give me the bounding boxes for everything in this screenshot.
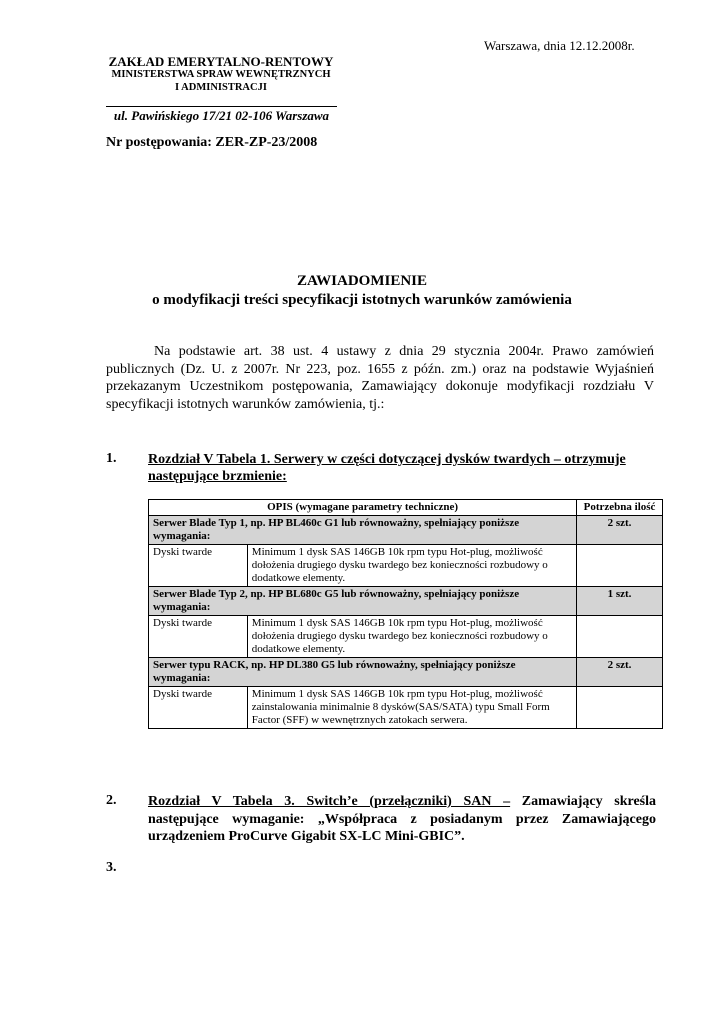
- table-row: [149, 616, 663, 658]
- document-date: Warszawa, dnia 12.12.2008r.: [484, 38, 635, 53]
- organization-block: [96, 55, 346, 94]
- table-row: [149, 545, 663, 587]
- param-value: Minimum 1 dysk SAS 146GB 10k rpm typu Hot-plug, możliwość dołożenia drugiego dysku twardego bez konieczności rozbudowy o dodatkowe elementy.: [247, 545, 576, 587]
- table-row: [149, 687, 663, 729]
- param-name: Dyski twarde: [149, 687, 248, 729]
- table-group-row: [149, 658, 663, 687]
- procedure-number: Nr postępowania: ZER-ZP-23/2008: [106, 135, 318, 150]
- table-header-row: [149, 500, 663, 516]
- org-administration: I ADMINISTRACJI: [175, 82, 267, 93]
- param-name: Dyski twarde: [149, 616, 248, 658]
- group-title: Serwer Blade Typ 1, np. HP BL460c G1 lub równoważny, spełniający poniższe wymagania:: [149, 516, 577, 545]
- point-2-body: Zamawiający skreśla następujące wymaganie: „Współpraca z posiadanym przez Zamawiającego urządzeniem ProCurve Gigabit SX-LC Mini-GBIC”.: [148, 794, 657, 844]
- point-2-text: [148, 793, 656, 846]
- table-group-row: [149, 587, 663, 616]
- document-title: ZAWIADOMIENIE: [296, 273, 428, 289]
- org-name: ZAKŁAD EMERYTALNO-RENTOWY: [108, 54, 334, 69]
- point-2-number: 2.: [106, 793, 117, 808]
- empty-cell: [577, 545, 663, 587]
- intro-paragraph: [106, 343, 654, 413]
- table-group-row: [149, 516, 663, 545]
- point-1-number: 1.: [106, 451, 117, 466]
- empty-cell: [577, 687, 663, 729]
- header-description: OPIS (wymagane parametry techniczne): [149, 500, 577, 516]
- intro-text: Na podstawie art. 38 ust. 4 ustawy z dnia 29 stycznia 2004r. Prawo zamówień publicznych (Dz. U. z 2007r. Nr 223, poz. 1655 z późn. zm.) oraz na podstawie Wyjaśnień przekazanym Uczestnikom postępowania, Zamawiający dokonuje modyfikacji rozdziału V specyfikacji istotnych warunków zamówienia, tj.:: [106, 344, 654, 412]
- empty-cell: [577, 616, 663, 658]
- org-ministry: MINISTERSTWA SPRAW WEWNĘTRZNYCH: [111, 69, 331, 80]
- point-1-text: Rozdział V Tabela 1. Serwery w części dotyczącej dysków twardych – otrzymuje następujące brzmienie:: [148, 452, 626, 484]
- point-3-number: 3.: [106, 860, 117, 875]
- document-subtitle: o modyfikacji treści specyfikacji istotnych warunków zamówienia: [152, 292, 572, 308]
- param-value: Minimum 1 dysk SAS 146GB 10k rpm typu Hot-plug, możliwość zainstalowania minimalnie 8 dysków(SAS/SATA) typu Small Form Factor (SFF) w wewnętrznych zatokach serwera.: [247, 687, 576, 729]
- point-2-heading: Rozdział V Tabela 3. Switch’e (przełączniki) SAN –: [148, 794, 511, 809]
- address-divider: [106, 106, 337, 107]
- group-title: Serwer Blade Typ 2, np. HP BL680c G5 lub równoważny, spełniający poniższe wymagania:: [149, 587, 577, 616]
- group-quantity: 1 szt.: [577, 587, 663, 616]
- group-quantity: 2 szt.: [577, 516, 663, 545]
- param-value: Minimum 1 dysk SAS 146GB 10k rpm typu Hot-plug, możliwość dołożenia drugiego dysku twardego bez konieczności rozbudowy o dodatkowe elementy.: [247, 616, 576, 658]
- server-spec-table: [148, 499, 663, 729]
- org-address: ul. Pawińskiego 17/21 02-106 Warszawa: [113, 108, 330, 123]
- group-quantity: 2 szt.: [577, 658, 663, 687]
- group-title: Serwer typu RACK, np. HP DL380 G5 lub równoważny, spełniający poniższe wymagania:: [149, 658, 577, 687]
- header-quantity: Potrzebna ilość: [577, 500, 663, 516]
- param-name: Dyski twarde: [149, 545, 248, 587]
